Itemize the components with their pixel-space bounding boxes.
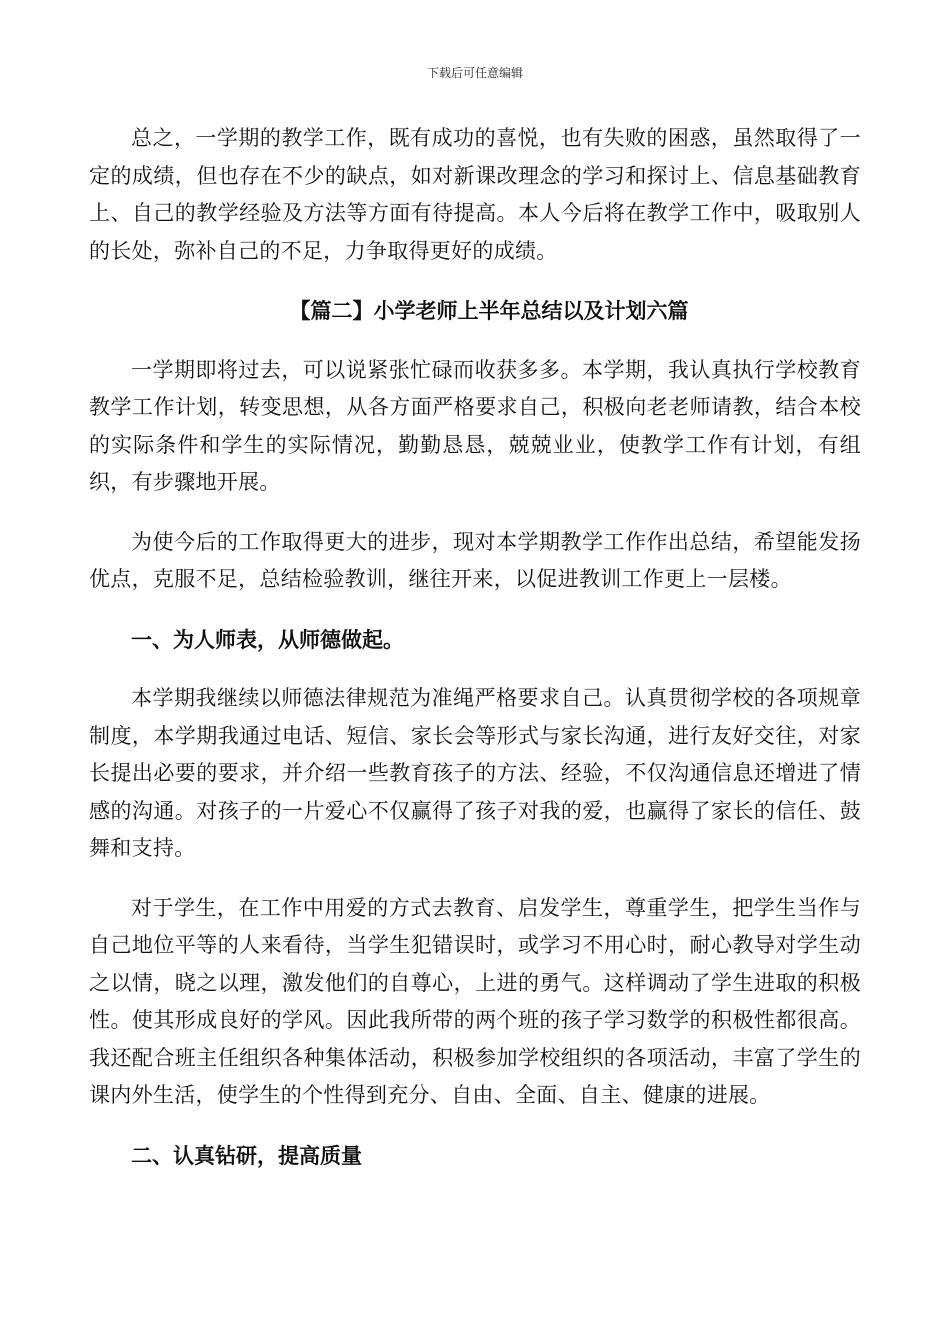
document-body [89, 120, 861, 1174]
heading-research-quality: 二、认真钻研，提高质量 [131, 1142, 362, 1168]
paragraph-summary: 总之，一学期的教学工作，既有成功的喜悦，也有失败的困惑，虽然取得了一定的成绩，但也存在不少的缺点，如对新课改理念的学习和探讨上、信息基础教育上、自己的教学经验及方法等方面有待提高。本人今后将在教学工作中，吸取别人的长处，弥补自己的不足，力争取得更好的成绩。 [89, 126, 861, 263]
paragraph-students: 对于学生，在工作中用爱的方式去教育、启发学生，尊重学生，把学生当作与自己地位平等的人来看待，当学生犯错误时，或学习不用心时，耐心教导对学生动之以情，晓之以理，激发他们的自尊心，上进的勇气。这样调动了学生进取的积极性。使其形成良好的学风。因此我所带的两个班的孩子学习数学的积极性都很高。我还配合班主任组织各种集体活动，积极参加学校组织的各项活动，丰富了学生的课内外生活，使学生的个性得到充分、自由、全面、自主、健康的进展。 [89, 895, 861, 1107]
heading-teacher-ethics: 一、为人师表，从师德做起。 [131, 626, 404, 652]
page-header: 下载后可任意编辑 [426, 66, 523, 80]
section-title: 【篇二】小学老师上半年总结以及计划六篇 [289, 298, 689, 323]
paragraph-purpose: 为使今后的工作取得更大的进步，现对本学期教学工作作出总结，希望能发扬优点，克服不足，总结检验教训，继往开来，以促进教训工作更上一层楼。 [89, 529, 861, 591]
paragraph-ethics: 本学期我继续以师德法律规范为准绳严格要求自己。认真贯彻学校的各项规章制度，本学期我通过电话、短信、家长会等形式与家长沟通，进行友好交往，对家长提出必要的要求，并介绍一些教育孩子的方法、经验，不仅沟通信息还增进了情感的沟通。对孩子的一片爱心不仅赢得了孩子对我的爱，也赢得了家长的信任、鼓舞和支持。 [89, 686, 861, 860]
paragraph-intro: 一学期即将过去，可以说紧张忙碌而收获多多。本学期，我认真执行学校教育教学工作计划，转变思想，从各方面严格要求自己，积极向老老师请教，结合本校的实际条件和学生的实际情况，勤勤恳恳，兢兢业业，使教学工作有计划，有组织，有步骤地开展。 [89, 357, 861, 494]
